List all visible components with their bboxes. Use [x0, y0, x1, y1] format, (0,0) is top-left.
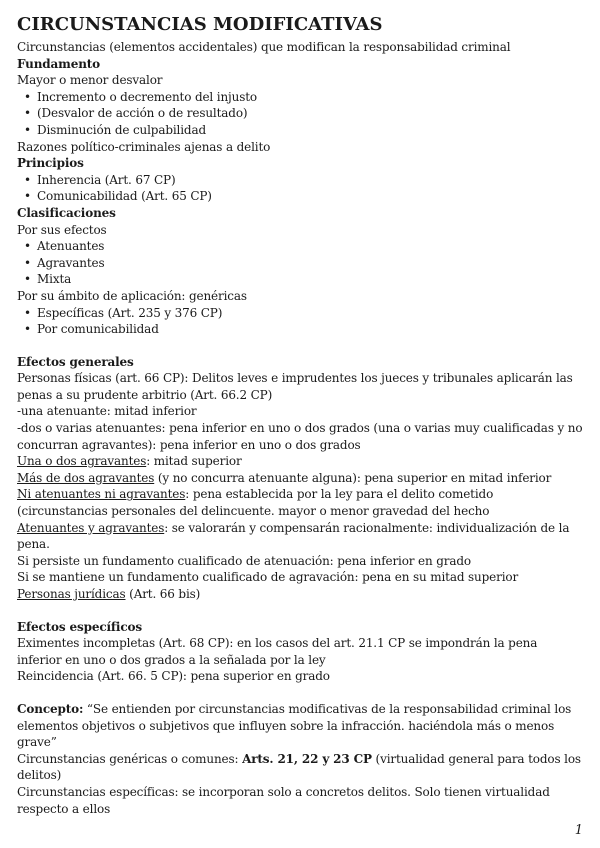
underlined-term: Personas jurídicas: [17, 587, 126, 601]
efectos-generales-heading: Efectos generales: [17, 354, 134, 369]
paragraph-text: (y no concurra atenuante alguna): pena superior en mitad inferior: [154, 470, 552, 485]
list-item: • Inherencia (Art. 67 CP): [17, 172, 583, 189]
document-title: CIRCUNSTANCIAS MODIFICATIVAS: [17, 14, 383, 35]
paragraph: [17, 586, 583, 603]
underlined-term: Atenuantes y agravantes: [17, 520, 165, 535]
concepto-text: “Se entienden por circunstancias modificativas de la responsabilidad criminal los elementos objetivos o subjetivos que influyen sobre la infracción. haciéndola más o menos grave”: [17, 701, 572, 750]
paragraph: Si persiste un fundamento cualificado de atenuación: pena inferior en grado: [17, 553, 471, 568]
paragraph: [17, 486, 583, 519]
paragraph-text: (Art. 66 bis): [125, 587, 201, 601]
paragraph: -una atenuante: mitad inferior: [17, 404, 197, 419]
paragraph: Personas físicas (art. 66 CP): Delitos leves e imprudentes los jueces y tribunales aplicarán las penas a su prudente arbitrio (Art. 66.2 CP): [17, 371, 573, 402]
list-item: • Incremento o decremento del injusto: [17, 89, 583, 106]
spacer: [17, 338, 583, 354]
paragraph: Reincidencia (Art. 66. 5 CP): pena superior en grado: [17, 669, 330, 684]
list-item: • (Desvalor de acción o de resultado): [17, 105, 583, 122]
paragraph-text: : pena establecida por la ley para el delito cometido (circunstancias personales del delincuente. mayor o menor gravedad del hecho: [17, 487, 494, 519]
paragraph: [17, 751, 583, 784]
list-item: • Específicas (Art. 235 y 376 CP): [17, 305, 583, 322]
paragraph-text: : mitad superior: [146, 454, 242, 469]
paragraph: Eximentes incompletas (Art. 68 CP): en los casos del art. 21.1 CP se impondrán la pena inferior en uno o dos grados a la señalada por la ley: [17, 636, 538, 667]
clasificaciones-text: Por sus efectos: [17, 222, 107, 237]
paragraph: [17, 470, 583, 487]
fundamento-text: Mayor o menor desvalor: [17, 73, 163, 88]
underlined-term: Más de dos agravantes: [17, 470, 155, 485]
fundamento-list: [17, 89, 583, 139]
paragraph: [17, 520, 583, 553]
concepto-label: Concepto:: [17, 701, 84, 716]
principios-heading: Principios: [17, 156, 84, 171]
clasificaciones-heading: Clasificaciones: [17, 205, 116, 220]
bold-reference: Arts. 21, 22 y 23 CP: [242, 751, 372, 766]
paragraph: Si se mantiene un fundamento cualificado de agravación: pena en su mitad superior: [17, 570, 519, 585]
list-item: • Atenuantes: [17, 238, 583, 255]
fundamento-text: Razones político-criminales ajenas a delito: [17, 139, 271, 154]
underlined-term: Ni atenuantes ni agravantes: [17, 487, 186, 502]
efectos-list: [17, 238, 583, 288]
concepto-paragraph: [17, 701, 583, 751]
paragraph-text: (virtualidad general para todos los delitos): [17, 751, 581, 783]
paragraph-text: Circunstancias genéricas o comunes:: [17, 751, 243, 766]
underlined-term: Una o dos agravantes: [17, 454, 147, 469]
spacer: [17, 685, 583, 701]
list-item: • Disminución de culpabilidad: [17, 122, 583, 139]
list-item: • Mixta: [17, 271, 583, 288]
paragraph-text: : se valorarán y compensarán racionalmente: individualización de la pena.: [17, 520, 570, 552]
paragraph: [17, 453, 583, 470]
principios-list: [17, 172, 583, 205]
ambito-list: [17, 305, 583, 338]
paragraph: -dos o varias atenuantes: pena inferior en uno o dos grados (una o varias muy cualificadas y no concurran agravantes): pena inferior en uno o dos grados: [17, 421, 583, 452]
list-item: • Agravantes: [17, 255, 583, 272]
clasificaciones-text: Por su ámbito de aplicación: genéricas: [17, 288, 247, 303]
fundamento-heading: Fundamento: [17, 56, 101, 71]
page-number: 1: [574, 823, 583, 838]
spacer: [17, 603, 583, 619]
list-item: • Por comunicabilidad: [17, 321, 583, 338]
efectos-especificos-heading: Efectos específicos: [17, 619, 142, 634]
paragraph: Circunstancias específicas: se incorporan solo a concretos delitos. Solo tienen virtualidad respecto a ellos: [17, 784, 550, 816]
intro-text: Circunstancias (elementos accidentales) que modifican la responsabilidad criminal: [17, 40, 511, 54]
list-item: • Comunicabilidad (Art. 65 CP): [17, 188, 583, 205]
document-body: [17, 14, 583, 817]
